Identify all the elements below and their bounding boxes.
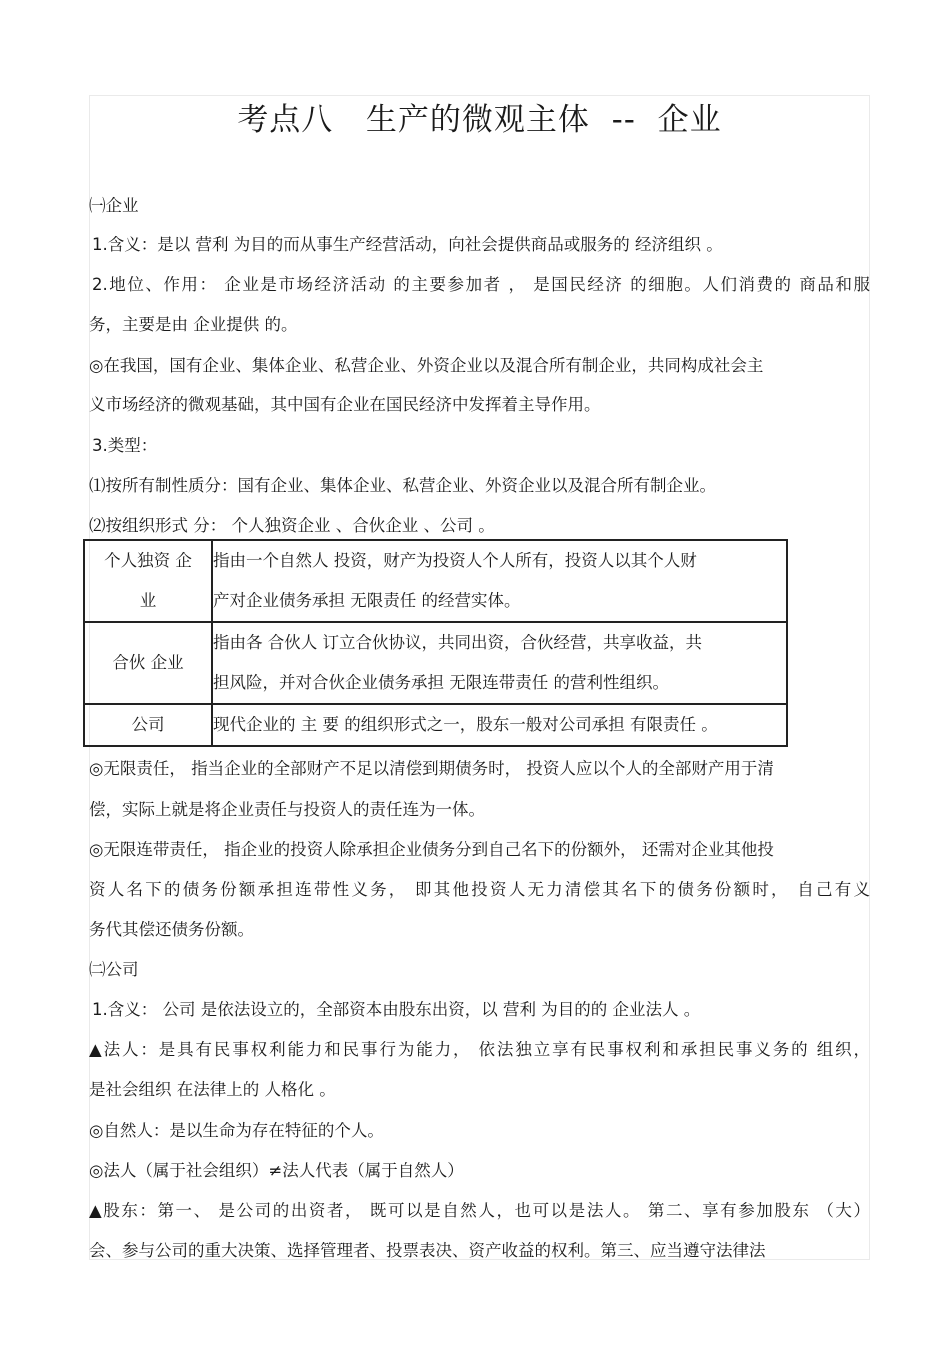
note-unlimited-liability-line2: 偿，实际上就是将企业责任与投资人的责任连为一体。 xyxy=(89,800,485,819)
note-legal-person-line2: 是社会组织 在法律上的 人格化 。 xyxy=(89,1080,336,1099)
note-legal-vs-representative: ◎法人（属于社会组织）≠法人代表（属于自然人） xyxy=(89,1161,464,1180)
note-joint-liability-line2: 资人名下的债务份额承担连带性义务， 即其他投资人无力清偿其名下的债务份额时， 自己有义 xyxy=(89,880,870,899)
table-row xyxy=(84,622,787,704)
page-title: 考点八 生产的微观主体 -- 企业 xyxy=(237,102,722,138)
paragraph-definition: 1.含义：是以 营利 为目的而从事生产经营活动，向社会提供商品或服务的 经济组织 。 xyxy=(92,235,723,254)
note-china-line1: ◎在我国，国有企业、集体企业、私营企业、外资企业以及混合所有制企业，共同构成社会主 xyxy=(89,356,764,375)
type-name: 个人独资 企 xyxy=(104,551,192,570)
type-name: 公司 xyxy=(131,715,165,734)
section-heading-enterprise: ㈠企业 xyxy=(89,196,139,215)
type-name: 合伙 企业 xyxy=(112,653,184,672)
table-cell-type xyxy=(84,704,212,746)
table-row xyxy=(84,540,787,622)
type-description: 指由一个自然人 投资，财产为投资人个人所有，投资人以其个人财 xyxy=(213,551,697,570)
note-joint-liability-line3: 务代其偿还债务份额。 xyxy=(89,920,254,939)
table-cell-description xyxy=(212,704,787,746)
paragraph-role-line1: 2.地位、作用： 企业是市场经济活动 的主要参加者 ， 是国民经济 的细胞。人们消费的 商品和服 xyxy=(92,275,870,294)
table-cell-description xyxy=(212,622,787,704)
note-legal-person-line1: ▲法人：是具有民事权利能力和民事行为能力， 依法独立享有民事权利和承担民事义务的 组织， xyxy=(89,1040,870,1059)
note-shareholder-line1: ▲股东：第一、 是公司的出资者， 既可以是自然人，也可以是法人。 第二、享有参加股东 （大） xyxy=(89,1201,870,1220)
type-description: 指由各 合伙人 订立合伙协议，共同出资，合伙经营，共享收益，共 xyxy=(213,633,702,652)
type-description: 现代企业的 主 要 的组织形式之一，股东一般对公司承担 有限责任 。 xyxy=(213,715,718,734)
table-cell-type xyxy=(84,540,212,622)
note-china-line2: 义市场经济的微观基础，其中国有企业在国民经济中发挥着主导作用。 xyxy=(89,395,601,414)
paragraph-role-line2: 务，主要是由 企业提供 的。 xyxy=(89,315,298,334)
paragraph-company-definition: 1.含义： 公司 是依法设立的，全部资本由股东出资，以 营利 为目的的 企业法人 。 xyxy=(92,1000,701,1019)
type-name: 业 xyxy=(139,591,157,610)
note-shareholder-line2: 会、参与公司的重大决策、选择管理者、投票表决、资产收益的权利。第三、应当遵守法律法 xyxy=(89,1241,766,1260)
note-natural-person: ◎自然人：是以生命为存在特征的个人。 xyxy=(89,1121,384,1140)
paragraph-types-ownership: ⑴按所有制性质分：国有企业、集体企业、私营企业、外资企业以及混合所有制企业。 xyxy=(89,476,716,495)
enterprise-types-table xyxy=(83,539,788,747)
section-heading-company: ㈡公司 xyxy=(89,960,139,979)
table-row xyxy=(84,704,787,746)
table-cell-type xyxy=(84,622,212,704)
table-cell-description xyxy=(212,540,787,622)
type-description: 产对企业债务承担 无限责任 的经营实体。 xyxy=(213,591,521,610)
type-description: 担风险，并对合伙企业债务承担 无限连带责任 的营利性组织。 xyxy=(213,673,669,692)
paragraph-types-heading: 3.类型： xyxy=(92,436,158,455)
note-unlimited-liability-line1: ◎无限责任， 指当企业的全部财产不足以清偿到期债务时， 投资人应以个人的全部财产用于清 xyxy=(89,759,774,778)
note-joint-liability-line1: ◎无限连带责任， 指企业的投资人除承担企业债务分到自己名下的份额外， 还需对企业其他投 xyxy=(89,840,774,859)
paragraph-types-form: ⑵按组织形式 分： 个人独资企业 、合伙企业 、公司 。 xyxy=(89,516,495,535)
